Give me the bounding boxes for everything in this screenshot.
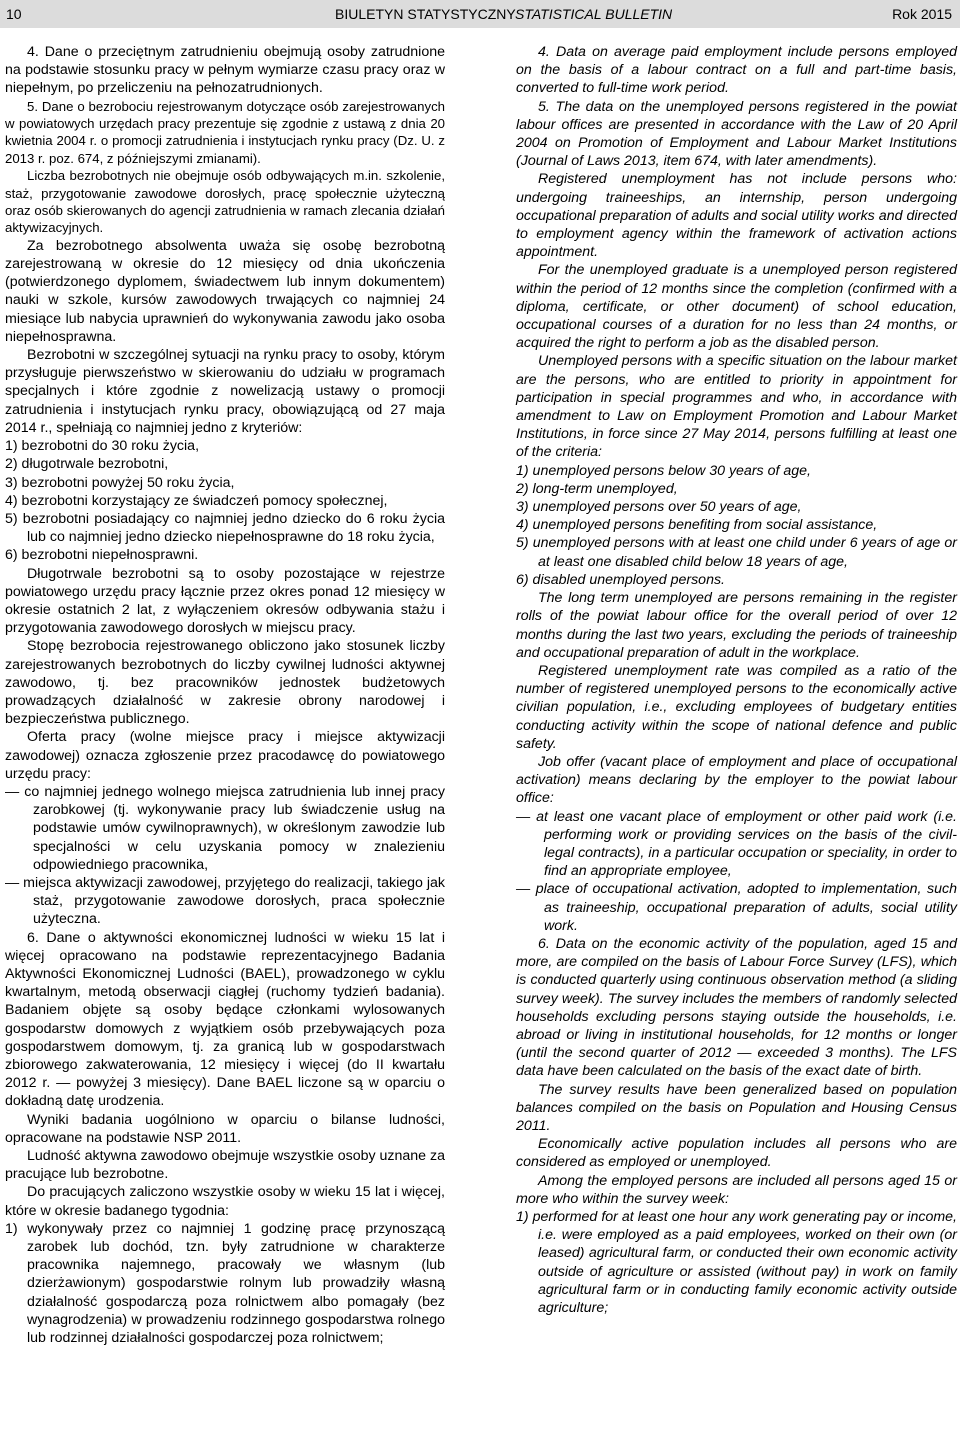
job-offer-pl: Oferta pracy (wolne miejsce pracy i miejsce aktywizacji zawodowej) oznacza zgłoszenie przez pracodawcę do powiatowego urzędu pracy: <box>5 729 445 782</box>
long-term-unemployed-en: The long term unemployed are persons remaining in the register rolls of the powiat labour office for the overall period of over 12 months during the last two years, excluding the periods of traineeship and occupational preparation of adult in the workplace. <box>516 590 957 661</box>
criteria-item-en: 4) unemployed persons benefiting from social assistance, <box>516 517 878 534</box>
unemployment-rate-pl: Stopę bezrobocia rejestrowanego obliczono jako stosunek liczby zarejestrowanych bezrobotnych do liczby cywilnej ludności aktywnej zawodowo, tj. bez pracowników jednostek budżetowych prowadzących działalność w zakresie obrony narodowej i bezpieczeństwa publicznego. <box>5 638 445 728</box>
note-6-pl: 6. Dane o aktywności ekonomicznej ludności w wieku 15 lat i więcej opracowano na podstawie reprezentacyjnego Badania Aktywności Ekonomicznej Ludności (BAEL), prowadzonego w cyklu kwartalnym, metodą obserwacji ciągłej (ruchomy tydzień badania). Badaniem objęte są osoby będące członkami wylosowanych gospodarstw domowych z wyjątkiem osób przebywających poza gospodarstwem domowym, tj. za granicą lub w gospodarstwach zbiorowego zakwaterowania, 12 miesięcy i więcej (do II kwartału 2012 r. — powyżej 3 miesięcy). Dane BAEL liczone są w oparciu o dokładną datę urodzenia. <box>5 929 445 1110</box>
english-column <box>516 43 957 1317</box>
criteria-item-en: 2) long-term unemployed, <box>516 480 678 497</box>
criteria-item-en: 3) unemployed persons over 50 years of age, <box>516 499 802 516</box>
page-header <box>0 0 960 28</box>
graduate-definition-pl: Za bezrobotnego absolwenta uważa się osobę bezrobotną zarejestrowaną w okresie do 12 miesięcy od dnia ukończenia (potwierdzonego dyplomem, świadectwem lub innym dokumentem) nauki w szkole, kursów zawodowych trwających co najmniej 24 miesiące lub nabycia uprawnień do wykonywania zawodu jako osoba niepełnosprawna. <box>5 237 445 345</box>
active-population-pl: Ludność aktywna zawodowo obejmuje wszystkie osoby uznane za pracujące lub bezrobotne. <box>5 1148 445 1183</box>
note-4-pl: 4. Dane o przeciętnym zatrudnieniu obejmują osoby zatrudnione na podstawie stosunku pracy w pełnym wymiarze czasu pracy oraz w niepełnym, po przeliczeniu na pełnozatrudnionych. <box>5 44 445 97</box>
job-offer-item-en: — at least one vacant place of employment or other paid work (i.e. performing work or providing services on the basis of the civil-legal contracts), in a particular occupation or speciality, in order to find an appropriate employee, <box>516 808 957 880</box>
criteria-item-en: 1) unemployed persons below 30 years of age, <box>516 462 811 479</box>
survey-results-pl: Wyniki badania uogólniono w oparciu o bilanse ludności, opracowane na podstawie NSP 2011. <box>5 1111 445 1146</box>
page-number: 10 <box>6 6 22 22</box>
criteria-item-pl: 1) bezrobotni do 30 roku życia, <box>5 438 200 455</box>
header-title-en: STATISTICAL BULLETIN <box>515 6 673 22</box>
note-5-en: 5. The data on the unemployed persons registered in the powiat labour offices are presented in accordance with the Law of 20 April 2004 on Promotion of Employment and Labour Market Institutions (Journal of Laws 2013, item 674, with later amendments). <box>516 98 957 170</box>
employed-persons-pl: Do pracujących zaliczono wszystkie osoby w wieku 15 lat i więcej, które w okresie badanego tygodnia: <box>5 1184 445 1219</box>
polish-column <box>5 43 445 1347</box>
specific-situation-pl: Bezrobotni w szczególnej sytuacji na rynku pracy to osoby, którym przysługuje pierwszeństwo w skierowaniu do udziału w programach specjalnych i które zgodnie z nowelizacją ustawy o promocji zatrudnienia i instytucjach rynku pracy, obowiązującą od 27 maja 2014 r., spełniają co najmniej jedno z kryteriów: <box>5 347 445 436</box>
graduate-definition-en: For the unemployed graduate is a unemployed person registered within the period of 12 months since the completion (confirmed with a diploma, certificate, or other document) of school education, occupational courses of a duration for no less than 24 months, or acquired the right to perform a job as the disabled person. <box>516 262 957 352</box>
note-5-pl: 5. Dane o bezrobociu rejestrowanym dotyczące osób zarejestrowanych w powiatowych urzędach pracy prezentuje się zgodnie z ustawą z dnia 20 kwietnia 2004 r. o promocji zatrudnienia i instytucjach rynku pracy (Dz. U. z 2013 r. poz. 674, z późniejszymi zmianami). <box>5 98 445 166</box>
criteria-item-en: 6) disabled unemployed persons. <box>516 571 726 588</box>
active-population-en: Economically active population includes all persons who are considered as employed or unemployed. <box>516 1136 957 1171</box>
job-offer-item-pl: — miejsca aktywizacji zawodowej, przyjętego do realizacji, takiego jak staż, przygotowanie zawodowe dorosłych, praca społecznie użyteczna. <box>5 874 445 928</box>
employed-item-en: 1) performed for at least one hour any work generating pay or income, i.e. were employed as a paid employees, worked on their own (or leased) agricultural farm, or conducted their own economic activity outside of agriculture or assisted (without pay) in work on family agricultural farm or in conducting family economic activity outside agriculture; <box>516 1209 957 1317</box>
long-term-unemployed-pl: Długotrwale bezrobotni są to osoby pozostające w rejestrze powiatowego urzędu pracy łącznie przez okres ponad 12 miesięcy w okresie ostatnich 2 lat, z wyłączeniem okresów odbywania stażu i przygotowania zawodowego dorosłych w miejscu pracy. <box>5 565 445 637</box>
note-6-en: 6. Data on the economic activity of the population, aged 15 and more, are compiled on the basis of Labour Force Survey (LFS), which is conducted quarterly using continuous observation method (a sliding survey week). The survey includes the members of randomly selected households excluding persons staying outside the households, i.e. abroad or living in institutional households, for 12 months or longer (until the second quarter of 2012 — exceeded 3 months). The LFS data have been calculated on the basis of the exact date of birth. <box>516 935 957 1080</box>
criteria-item-pl: 5) bezrobotni posiadający co najmniej jedno dziecko do 6 roku życia lub co najmniej jedno dziecko niepełnosprawne do 18 roku życia, <box>5 510 445 546</box>
criteria-item-pl: 2) długotrwale bezrobotni, <box>5 456 169 473</box>
criteria-item-en: 5) unemployed persons with at least one child under 6 years of age or at least one disabled child below 18 years of age, <box>516 535 957 570</box>
job-offer-en: Job offer (vacant place of employment and place of occupational activation) means declaring by the employer to the powiat labour office: <box>516 753 957 807</box>
note-5b-en: Registered unemployment has not include persons who: undergoing traineeships, an internship, person undergoing occupational preparation of adults and social utility works and directed to employment agency within the framework of activation actions appointment. <box>516 171 957 261</box>
header-title-pl: BIULETYN STATYSTYCZNY <box>335 6 516 22</box>
job-offer-item-pl: — co najmniej jednego wolnego miejsca zatrudnienia lub innej pracy zarobkowej (tj. wykonywanie pracy lub świadczenie usług na podstawie umów cywilnoprawnych), w określonym zawodzie lub specjalności w celu uzyskania pomocy w znalezieniu odpowiedniego pracownika, <box>5 783 445 873</box>
survey-results-en: The survey results have been generalized based on population balances compiled on the basis on Population and Housing Census 2011. <box>516 1081 957 1134</box>
employed-item-pl: 1) wykonywały przez co najmniej 1 godzinę pracę przynoszącą zarobek lub dochód, tzn. były zatrudnione w charakterze pracownika najemnego, pracowały we własnym (lub dzierżawionym) gospodarstwie rolnym lub prowadziły własną działalność gospodarczą poza rolnictwem albo pomagały (bez wynagrodzenia) w prowadzeniu rodzinnego gospodarstwa rolnego lub rodzinnej działalności gospodarczej poza rolnictwem; <box>5 1220 445 1347</box>
note-5b-pl: Liczba bezrobotnych nie obejmuje osób odbywających m.in. szkolenie, staż, przygotowanie zawodowe dorosłych, pracę społecznie użyteczną oraz osób skierowanych do agencji zatrudnienia w ramach zlecania działań aktywizacyjnych. <box>5 168 445 236</box>
specific-situation-en: Unemployed persons with a specific situation on the labour market are the persons, who are entitled to priority in appointment for participation in special programmes and who, in accordance with amendment to Law on Employment Promotion and Labour Market Institutions, in force since 27 May 2014, persons fulfilling at least one of the criteria: <box>516 353 957 461</box>
note-4-en: 4. Data on average paid employment include persons employed on the basis of a labour contract on a full and part-time basis, converted to full-time work period. <box>516 44 957 97</box>
employed-persons-en: Among the employed persons are included all persons aged 15 or more who within the survey week: <box>516 1172 957 1207</box>
criteria-item-pl: 3) bezrobotni powyżej 50 roku życia, <box>5 474 235 491</box>
criteria-item-pl: 6) bezrobotni niepełnosprawni. <box>5 547 199 564</box>
job-offer-item-en: — place of occupational activation, adopted to implementation, such as traineeship, occupational preparation of adults, social utility work. <box>516 881 957 934</box>
unemployment-rate-en: Registered unemployment rate was compiled as a ratio of the number of registered unemployed persons to the economically active civilian population, i.e., excluding employees of budgetary entities conducting activity within the scope of national defence and public safety. <box>516 662 957 752</box>
criteria-item-pl: 4) bezrobotni korzystający ze świadczeń pomocy społecznej, <box>5 492 388 509</box>
header-year: Rok 2015 <box>892 6 952 22</box>
